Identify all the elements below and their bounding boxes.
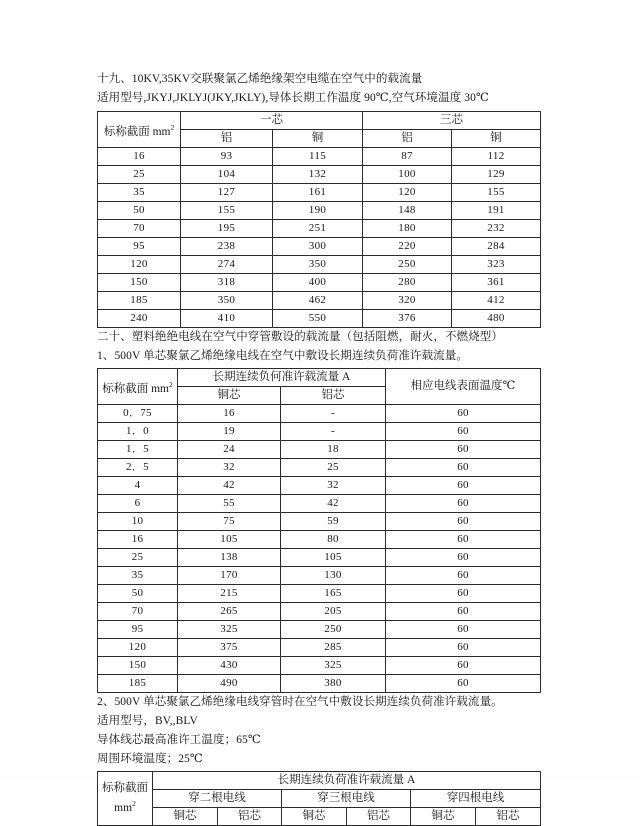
table-row (98, 184, 541, 202)
table1-cell-one-core-cu: 161 (273, 184, 363, 202)
table2-cell-nominal: 0．75 (98, 405, 178, 423)
section-20-ambient-line: 周围环境温度；25℃ (97, 753, 203, 765)
table1-cell-three-core-cu: 323 (452, 256, 541, 274)
table-row (98, 621, 541, 639)
table-row (98, 639, 541, 657)
table2-cell-al: 205 (281, 603, 386, 621)
section-20-item-1: 1、500V 单芯聚氯乙烯绝缘电线在空气中敷设长期连续负荷准许载流量。 (97, 350, 468, 362)
table1-cell-one-core-cu: 190 (273, 202, 363, 220)
table1-cell-three-core-al: 180 (363, 220, 452, 238)
table2-cell-cu: 490 (178, 675, 281, 693)
table1-cell-three-core-al: 148 (363, 202, 452, 220)
table1-cell-nominal: 120 (98, 256, 181, 274)
table2-cell-temp: 60 (386, 585, 541, 603)
table2-cell-cu: 19 (178, 423, 281, 441)
table2-cell-nominal: 6 (98, 495, 178, 513)
document-content (97, 70, 540, 826)
table1-cell-nominal: 50 (98, 202, 181, 220)
table1-cell-one-core-al: 155 (181, 202, 273, 220)
table1-cell-nominal: 25 (98, 166, 181, 184)
section-20-item-2: 2、500V 单芯聚氯乙烯绝缘电线穿管时在空气中敷设长期连续负荷准许载流量。 (97, 696, 503, 708)
table1-cell-nominal: 150 (98, 274, 181, 292)
table2-col-nominal (98, 369, 178, 405)
table2-cell-temp: 60 (386, 513, 541, 531)
table1-cell-three-core-al: 280 (363, 274, 452, 292)
table2-cell-temp: 60 (386, 621, 541, 639)
table2-cell-al: 59 (281, 513, 386, 531)
table2-cell-temp: 60 (386, 441, 541, 459)
table1-cell-one-core-cu: 350 (273, 256, 363, 274)
table2-cell-nominal: 185 (98, 675, 178, 693)
table-row (98, 603, 541, 621)
table1-cell-nominal: 240 (98, 310, 181, 328)
table1-cell-one-core-al: 318 (181, 274, 273, 292)
table2-cell-temp: 60 (386, 495, 541, 513)
table2-cell-nominal: 95 (98, 621, 178, 639)
table2-cell-temp: 60 (386, 639, 541, 657)
table2-cell-nominal: 25 (98, 549, 178, 567)
table2-cell-cu: 55 (178, 495, 281, 513)
table2-cell-al: - (281, 405, 386, 423)
section-20-heading: 二十、塑料绝绝电线在空气中穿管敷设的载流量（包括阻燃，耐火，不燃烧型） (97, 331, 503, 343)
table1-cell-one-core-cu: 115 (273, 148, 363, 166)
table-row (98, 549, 541, 567)
table1-cell-three-core-cu: 361 (452, 274, 541, 292)
table1-cell-one-core-al: 93 (181, 148, 273, 166)
table2-cell-cu: 375 (178, 639, 281, 657)
table2-cell-nominal: 4 (98, 477, 178, 495)
table1-body (98, 148, 541, 328)
table1-cell-one-core-cu: 300 (273, 238, 363, 256)
table1-cell-three-core-cu: 112 (452, 148, 541, 166)
table2-cell-nominal: 120 (98, 639, 178, 657)
table1-col-nominal-label: 标称截面 mm (103, 125, 171, 138)
table1-cell-three-core-cu: 191 (452, 202, 541, 220)
section-19-subheading: 适用型号,JKYJ,JKLYJ(JKY,JKLY),导体长期工作温度 90℃,空气环境温度 30℃ (97, 92, 489, 104)
table2-cell-cu: 430 (178, 657, 281, 675)
table3-group-four-wires: 穿四根电线 (411, 790, 541, 808)
table-row (98, 202, 541, 220)
table1-cell-nominal: 35 (98, 184, 181, 202)
table2-cell-temp: 60 (386, 477, 541, 495)
table-1-wrapper (97, 111, 540, 328)
table2-cell-nominal: 1．0 (98, 423, 178, 441)
table2-cell-cu: 215 (178, 585, 281, 603)
table-row (98, 405, 541, 423)
table-row-header-1 (98, 369, 541, 387)
table-row-header-2 (98, 790, 541, 808)
table1-cell-one-core-cu: 400 (273, 274, 363, 292)
table2-cell-al: 285 (281, 639, 386, 657)
table2-col-temp: 相应电线表面温度℃ (386, 369, 541, 405)
table2-cell-cu: 105 (178, 531, 281, 549)
table-row (98, 166, 541, 184)
table-500v-single-core-ampacity (97, 368, 541, 693)
table1-cell-three-core-al: 250 (363, 256, 452, 274)
table-row (98, 459, 541, 477)
table2-cell-temp: 60 (386, 549, 541, 567)
table2-cell-cu: 32 (178, 459, 281, 477)
table2-cell-al: 80 (281, 531, 386, 549)
table1-three-core-al: 铝 (363, 130, 452, 148)
table2-col-nominal-label: 标称截面 mm (102, 382, 169, 395)
table1-cell-three-core-al: 320 (363, 292, 452, 310)
table1-cell-nominal: 16 (98, 148, 181, 166)
table1-cell-nominal: 95 (98, 238, 181, 256)
table2-cell-temp: 60 (386, 459, 541, 477)
table-overhead-cable-ampacity (97, 111, 541, 328)
table1-cell-three-core-cu: 284 (452, 238, 541, 256)
table1-cell-one-core-al: 195 (181, 220, 273, 238)
table2-cell-al: - (281, 423, 386, 441)
table3-four-al: 铝芯 (476, 808, 541, 826)
table2-cell-nominal: 150 (98, 657, 178, 675)
table2-cell-al: 32 (281, 477, 386, 495)
table1-cell-one-core-al: 127 (181, 184, 273, 202)
table3-col-nominal-sup: 2 (132, 799, 136, 809)
table2-body (98, 405, 541, 693)
table2-cell-cu: 138 (178, 549, 281, 567)
table2-cell-al: 130 (281, 567, 386, 585)
table1-col-nominal-sup: 2 (170, 122, 175, 132)
table1-cell-one-core-al: 350 (181, 292, 273, 310)
table2-cell-al: 105 (281, 549, 386, 567)
table3-three-al: 铝芯 (347, 808, 411, 826)
table2-cell-cu: 24 (178, 441, 281, 459)
table-row (98, 567, 541, 585)
table1-cell-one-core-al: 104 (181, 166, 273, 184)
table3-two-cu: 铜芯 (153, 808, 218, 826)
table2-cell-nominal: 10 (98, 513, 178, 531)
table-row (98, 513, 541, 531)
table2-sub-al: 铝芯 (281, 387, 386, 405)
table-row-header-1 (98, 772, 541, 790)
table1-cell-three-core-al: 120 (363, 184, 452, 202)
table2-cell-cu: 325 (178, 621, 281, 639)
table-row (98, 675, 541, 693)
table1-cell-three-core-al: 376 (363, 310, 452, 328)
table3-group-two-wires: 穿二根电线 (153, 790, 282, 808)
section-19-heading: 十九、10KV,35KV交联聚氯乙烯绝缘架空电缆在空气中的载流量 (97, 73, 423, 85)
table2-cell-temp: 60 (386, 675, 541, 693)
table2-cell-temp: 60 (386, 657, 541, 675)
table3-group-three-wires: 穿三根电线 (282, 790, 411, 808)
table-2-wrapper (97, 368, 540, 693)
table2-col-nominal-sup: 2 (169, 379, 173, 389)
table3-two-al: 铝芯 (218, 808, 282, 826)
table2-cell-temp: 60 (386, 567, 541, 585)
table1-cell-nominal: 70 (98, 220, 181, 238)
table2-cell-al: 380 (281, 675, 386, 693)
table1-cell-three-core-al: 87 (363, 148, 452, 166)
table-row (98, 495, 541, 513)
table2-cell-nominal: 50 (98, 585, 178, 603)
table1-col-nominal (98, 112, 181, 148)
table1-one-core-cu: 铜 (273, 130, 363, 148)
table-row (98, 292, 541, 310)
table3-group-current: 长期连续负荷准许载流量 A (153, 772, 541, 790)
table2-cell-al: 250 (281, 621, 386, 639)
table1-group-one-core: 一芯 (181, 112, 363, 130)
table2-cell-cu: 75 (178, 513, 281, 531)
table1-group-three-core: 三芯 (363, 112, 541, 130)
table1-cell-three-core-cu: 232 (452, 220, 541, 238)
table3-four-cu: 铜芯 (411, 808, 476, 826)
table3-three-cu: 铜芯 (282, 808, 347, 826)
table2-sub-cu: 铜芯 (178, 387, 281, 405)
table-row (98, 310, 541, 328)
table2-cell-temp: 60 (386, 603, 541, 621)
table-row (98, 477, 541, 495)
table2-cell-al: 42 (281, 495, 386, 513)
section-20-core-temp-line: 导体线芯最高准许工温度；65℃ (97, 734, 261, 746)
table2-cell-cu: 42 (178, 477, 281, 495)
table2-cell-cu: 265 (178, 603, 281, 621)
table1-cell-three-core-cu: 155 (452, 184, 541, 202)
table2-cell-al: 165 (281, 585, 386, 603)
table-row-header-1 (98, 112, 541, 130)
table2-cell-al: 325 (281, 657, 386, 675)
table-row (98, 238, 541, 256)
table-row (98, 148, 541, 166)
table2-cell-cu: 16 (178, 405, 281, 423)
table2-cell-nominal: 1．5 (98, 441, 178, 459)
section-20-model-line: 适用型号，BV,,BLV (97, 715, 198, 727)
table-row (98, 531, 541, 549)
table-row (98, 657, 541, 675)
table1-three-core-cu: 铜 (452, 130, 541, 148)
table-500v-conduit-ampacity (97, 771, 541, 826)
table-row (98, 274, 541, 292)
table1-cell-one-core-cu: 251 (273, 220, 363, 238)
table2-cell-temp: 60 (386, 531, 541, 549)
table1-cell-three-core-cu: 480 (452, 310, 541, 328)
table1-cell-one-core-cu: 132 (273, 166, 363, 184)
table2-cell-cu: 170 (178, 567, 281, 585)
table1-cell-three-core-al: 100 (363, 166, 452, 184)
table-row (98, 441, 541, 459)
table1-cell-three-core-al: 220 (363, 238, 452, 256)
table1-cell-three-core-cu: 129 (452, 166, 541, 184)
table-row (98, 585, 541, 603)
table2-cell-nominal: 35 (98, 567, 178, 585)
table3-col-nominal-unit: mm (114, 801, 133, 814)
table1-cell-one-core-cu: 550 (273, 310, 363, 328)
table-row (98, 220, 541, 238)
table2-cell-temp: 60 (386, 405, 541, 423)
table-3-wrapper (97, 771, 540, 826)
table2-cell-al: 25 (281, 459, 386, 477)
table1-one-core-al: 铝 (181, 130, 273, 148)
table2-cell-nominal: 70 (98, 603, 178, 621)
table3-col-nominal-label: 标称截面 (102, 782, 148, 795)
table2-group-current: 长期连续负何准许载流量 A (178, 369, 386, 387)
table2-cell-temp: 60 (386, 423, 541, 441)
table2-cell-nominal: 16 (98, 531, 178, 549)
table1-cell-one-core-al: 274 (181, 256, 273, 274)
table-row-header-3 (98, 808, 541, 826)
table2-cell-al: 18 (281, 441, 386, 459)
table1-cell-one-core-al: 238 (181, 238, 273, 256)
table-row (98, 423, 541, 441)
table1-cell-nominal: 185 (98, 292, 181, 310)
table-row (98, 256, 541, 274)
table1-cell-three-core-cu: 412 (452, 292, 541, 310)
table1-cell-one-core-cu: 462 (273, 292, 363, 310)
table2-cell-nominal: 2．5 (98, 459, 178, 477)
table1-cell-one-core-al: 410 (181, 310, 273, 328)
